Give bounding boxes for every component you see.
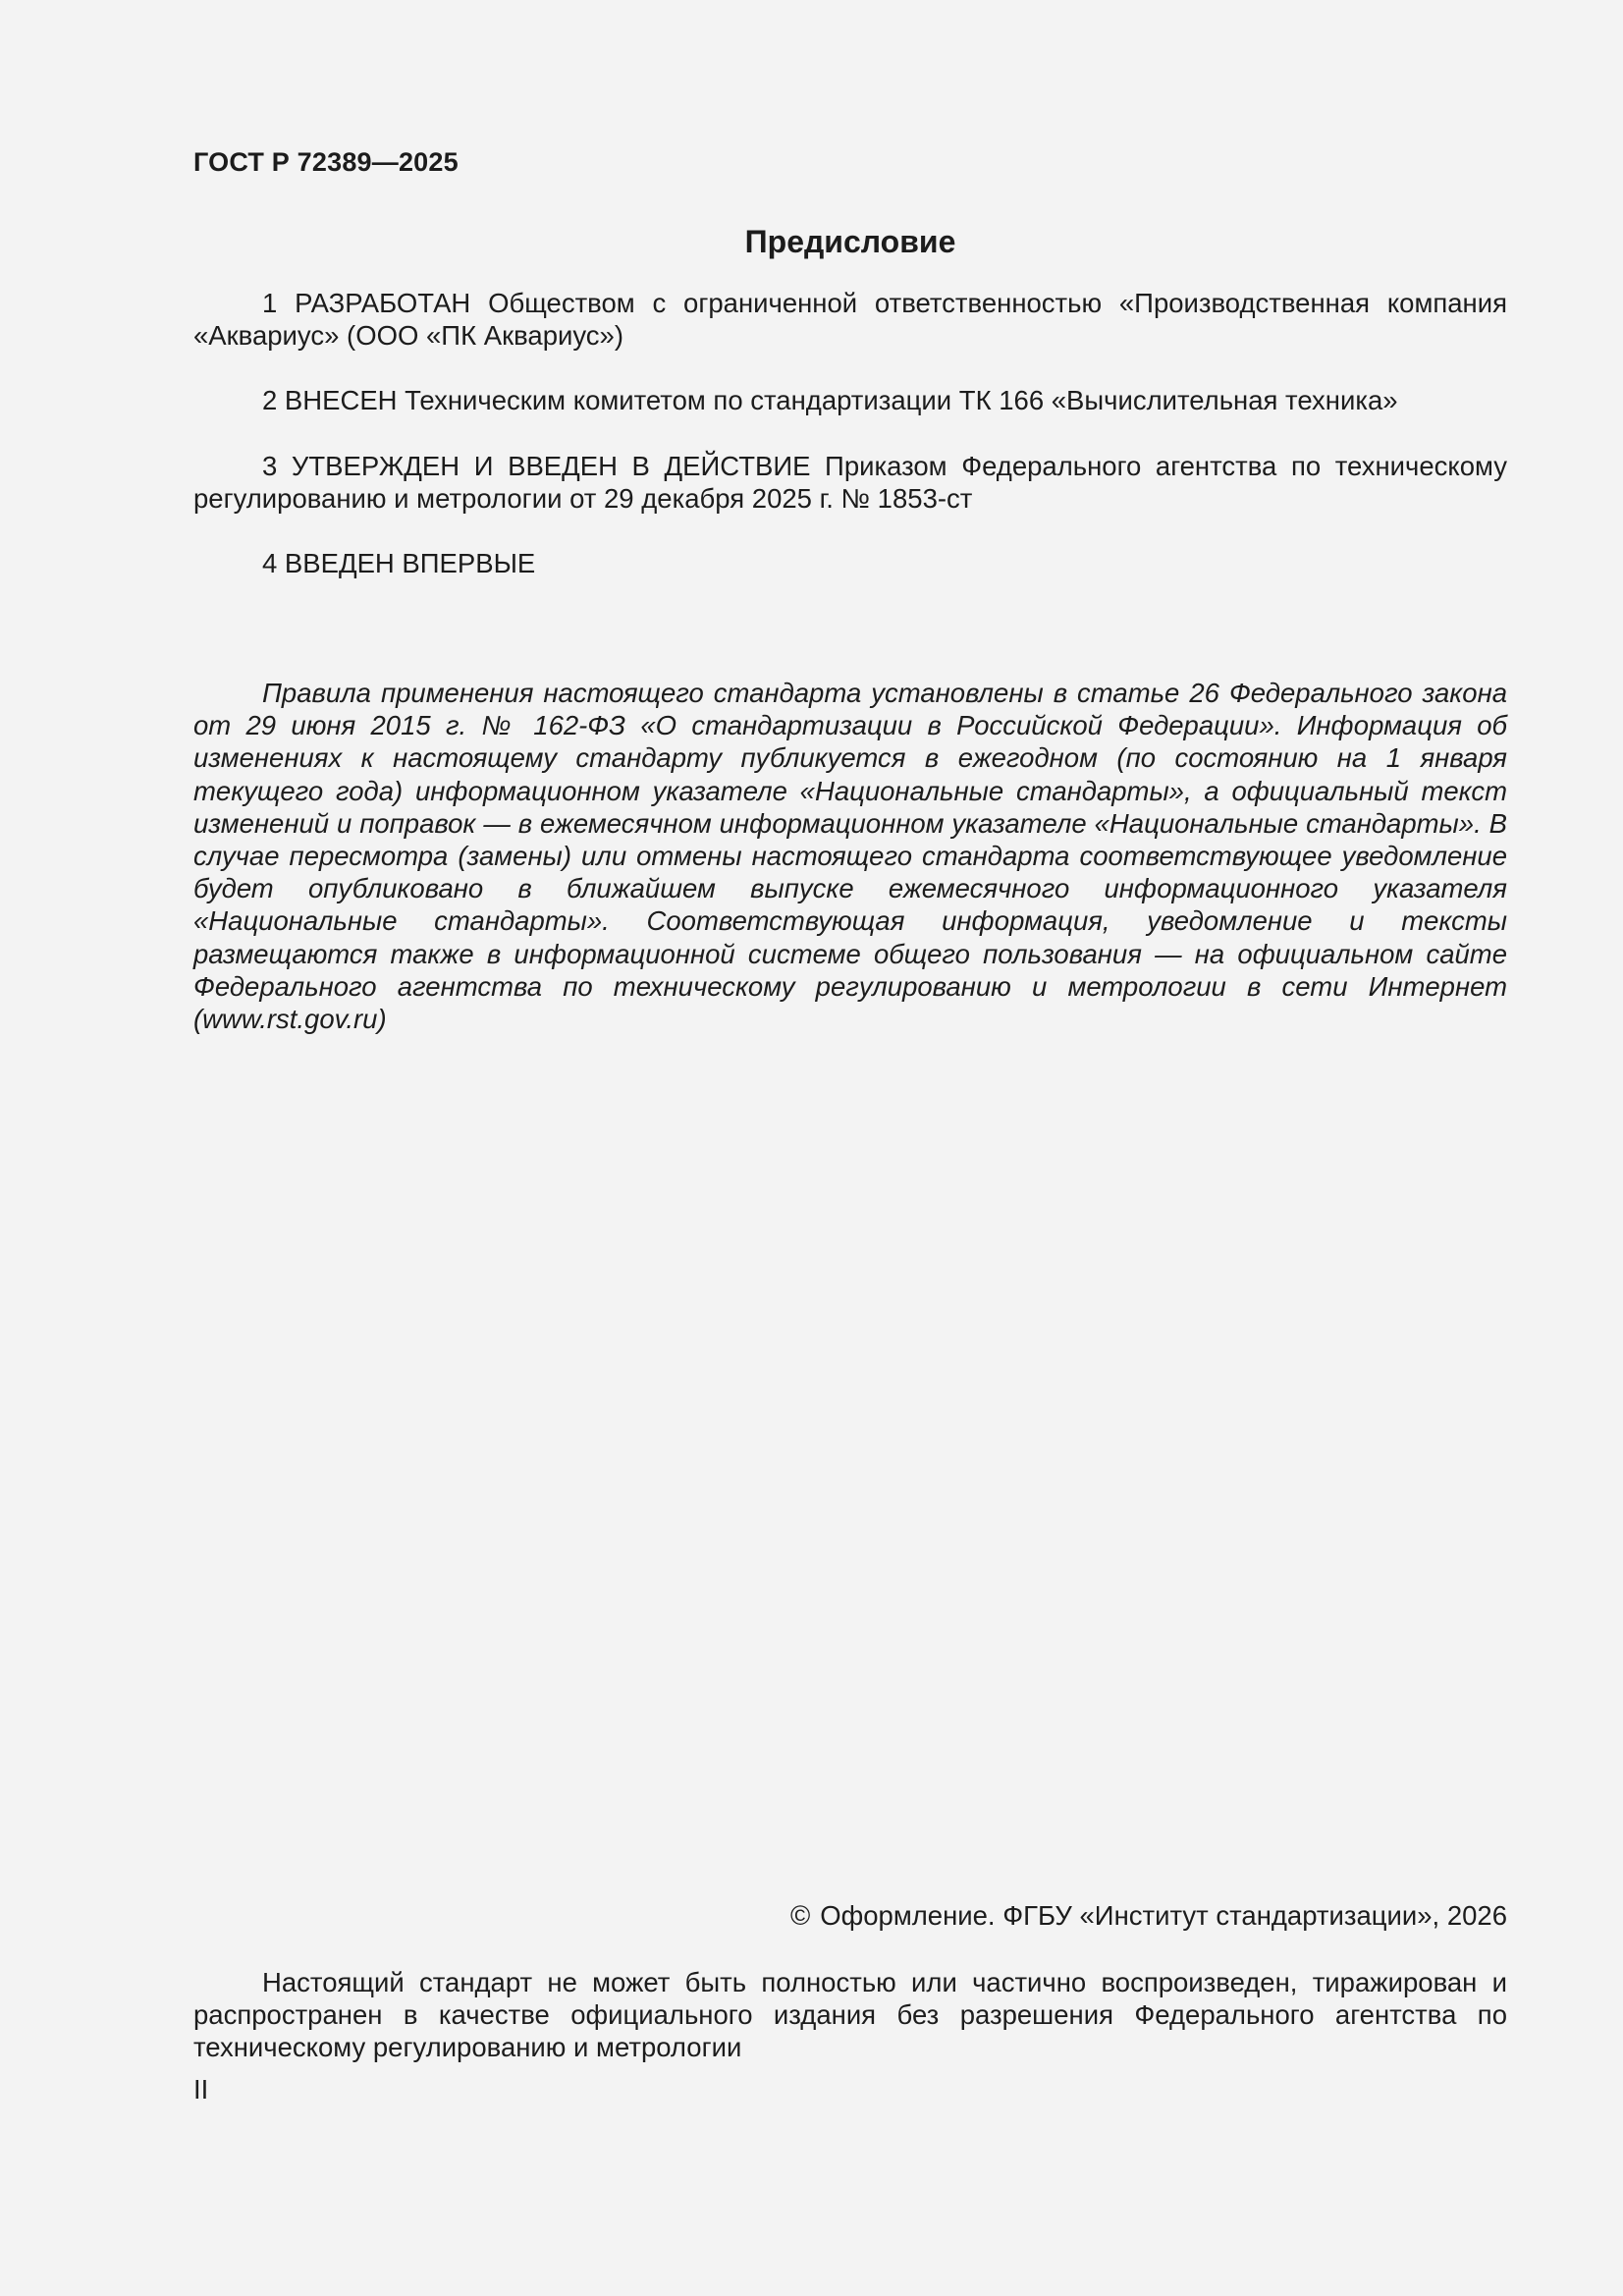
- copyright-symbol: ©: [789, 1900, 811, 1931]
- reproduction-notice: Настоящий стандарт не может быть полностью или частично воспроизведен, тиражирован и распространен в качестве официального издания без разрешения Федерального агентства по техническому регулированию и метрологии: [193, 1967, 1507, 2062]
- preface-item-1: 1 РАЗРАБОТАН Обществом с ограниченной ответственностью «Производственная компания «Аквариус» (ООО «ПК Аквариус»): [193, 288, 1507, 351]
- copyright-line: [790, 1900, 1507, 1932]
- preface-item-4: 4 ВВЕДЕН ВПЕРВЫЕ: [262, 548, 536, 578]
- copyright-text: Оформление. ФГБУ «Институт стандартизации», 2026: [820, 1900, 1507, 1931]
- page-title: Предисловие: [744, 224, 956, 259]
- preface-item-3: 3 УТВЕРЖДЕН И ВВЕДЕН В ДЕЙСТВИЕ Приказом Федерального агентства по техническому регулированию и метрологии от 29 декабря 2025 г. № 1853-ст: [193, 451, 1507, 514]
- preface-item-2: 2 ВНЕСЕН Техническим комитетом по стандартизации ТК 166 «Вычислительная техника»: [262, 385, 1398, 415]
- page-number: II: [193, 2074, 209, 2105]
- rules-notice: Правила применения настоящего стандарта установлены в статье 26 Федерального закона от 29 июня 2015 г. № 162-ФЗ «О стандартизации в Российской Федерации». Информация об изменениях к настоящему стандарту публикуется в ежегодном (по состоянию на 1 января текущего года) информационном указателе «Национальные стандарты», а официальный текст изменений и поправок — в ежемесячном информационном указателе «Национальные стандарты». В случае пересмотра (замены) или отмены настоящего стандарта соответствующее уведомление будет опубликовано в ближайшем выпуске ежемесячного информационного указателя «Национальные стандарты». Соответствующая информация, уведомление и тексты размещаются также в информационной системе общего пользования — на официальном сайте Федерального агентства по техническому регулированию и метрологии в сети Интернет (www.rst.gov.ru): [193, 678, 1507, 1035]
- standard-code: ГОСТ Р 72389—2025: [193, 147, 459, 177]
